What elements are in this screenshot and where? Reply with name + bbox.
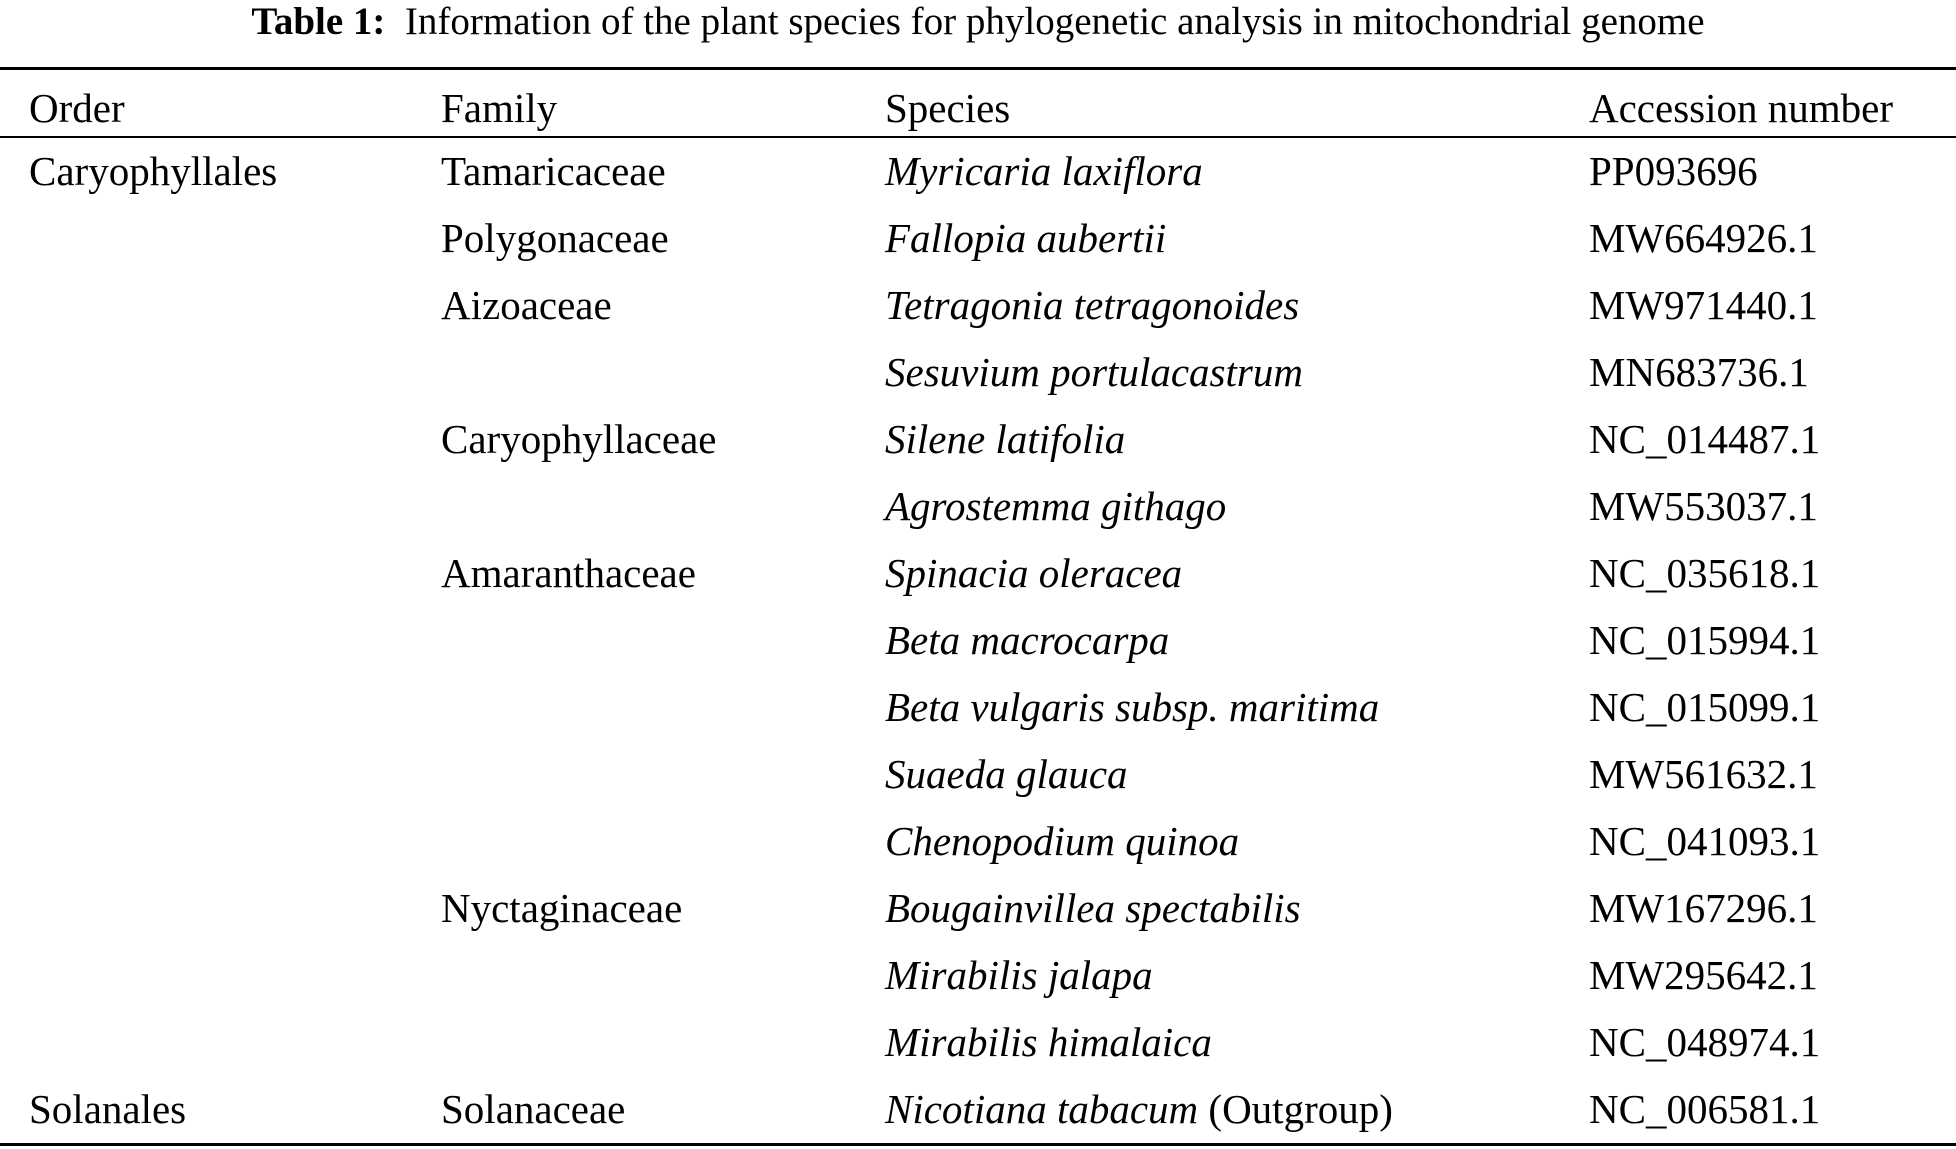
accession-cell: MW664926.1 — [1589, 215, 1818, 261]
species-cell — [885, 679, 1379, 735]
accession-cell: MW561632.1 — [1589, 751, 1818, 797]
table-header-rule — [0, 136, 1956, 138]
table-row — [0, 612, 1956, 679]
species-cell — [885, 1081, 1393, 1137]
species-name: Myricaria laxiflora — [885, 148, 1203, 194]
accession-cell: PP093696 — [1589, 148, 1758, 194]
table-row — [0, 880, 1956, 947]
species-name: Silene latifolia — [885, 416, 1126, 462]
table-row — [0, 411, 1956, 478]
species-cell — [885, 277, 1299, 333]
species-name: Tetragonia tetragonoides — [885, 282, 1300, 328]
species-name: Mirabilis himalaica — [885, 1019, 1212, 1065]
table-row — [0, 478, 1956, 545]
accession-cell: MW553037.1 — [1589, 483, 1818, 529]
header-order: Order — [29, 85, 125, 131]
species-cell — [885, 478, 1226, 534]
table-row — [0, 277, 1956, 344]
table-row — [0, 1081, 1956, 1148]
family-cell: Solanaceae — [441, 1086, 626, 1132]
species-cell — [885, 947, 1153, 1003]
family-cell: Tamaricaceae — [441, 148, 666, 194]
species-cell — [885, 545, 1182, 601]
accession-cell: MW971440.1 — [1589, 282, 1818, 328]
species-cell — [885, 344, 1303, 400]
species-name: Suaeda glauca — [885, 751, 1128, 797]
table-row — [0, 746, 1956, 813]
species-name: Mirabilis jalapa — [885, 952, 1153, 998]
species-cell — [885, 210, 1166, 266]
table-body — [0, 143, 1956, 1148]
table-row — [0, 210, 1956, 277]
species-name: Nicotiana tabacum — [885, 1086, 1199, 1132]
header-accession-number: Accession number — [1589, 85, 1893, 131]
accession-cell: NC_041093.1 — [1589, 818, 1821, 864]
table-row — [0, 947, 1956, 1014]
table-top-rule — [0, 67, 1956, 70]
order-cell: Caryophyllales — [29, 148, 278, 194]
accession-cell: NC_015099.1 — [1589, 684, 1821, 730]
species-cell — [885, 411, 1125, 467]
table-caption — [0, 0, 1956, 46]
species-cell — [885, 880, 1301, 936]
table-row — [0, 545, 1956, 612]
accession-cell: MN683736.1 — [1589, 349, 1809, 395]
table-row — [0, 813, 1956, 880]
species-name: Beta vulgaris subsp. maritima — [885, 684, 1380, 730]
table-row — [0, 344, 1956, 411]
accession-cell: NC_014487.1 — [1589, 416, 1821, 462]
species-name: Chenopodium quinoa — [885, 818, 1240, 864]
family-cell: Aizoaceae — [441, 282, 612, 328]
species-name: Sesuvium portulacastrum — [885, 349, 1303, 395]
table-bottom-rule — [0, 1143, 1956, 1146]
family-cell: Nyctaginaceae — [441, 885, 683, 931]
family-cell: Caryophyllaceae — [441, 416, 717, 462]
accession-cell: MW167296.1 — [1589, 885, 1818, 931]
species-cell — [885, 612, 1169, 668]
accession-cell: NC_048974.1 — [1589, 1019, 1821, 1065]
species-cell — [885, 813, 1239, 869]
accession-cell: NC_035618.1 — [1589, 550, 1821, 596]
accession-cell: NC_015994.1 — [1589, 617, 1821, 663]
table-row — [0, 679, 1956, 746]
table-row — [0, 143, 1956, 210]
table-caption-text: Information of the plant species for phylogenetic analysis in mitochondrial genome — [404, 0, 1705, 43]
species-name: Agrostemma githago — [885, 483, 1227, 529]
accession-cell: NC_006581.1 — [1589, 1086, 1821, 1132]
table-row — [0, 1014, 1956, 1081]
species-cell — [885, 143, 1203, 199]
accession-cell: MW295642.1 — [1589, 952, 1818, 998]
species-name: Beta macrocarpa — [885, 617, 1170, 663]
species-cell — [885, 746, 1128, 802]
header-family: Family — [441, 85, 558, 131]
species-name: Spinacia oleracea — [885, 550, 1183, 596]
table-caption-label: Table 1: — [251, 0, 386, 43]
table-header-row — [0, 80, 1956, 136]
species-cell — [885, 1014, 1212, 1070]
species-name: Bougainvillea spectabilis — [885, 885, 1301, 931]
family-cell: Amaranthaceae — [441, 550, 696, 596]
family-cell: Polygonaceae — [441, 215, 669, 261]
header-species: Species — [885, 85, 1011, 131]
species-note: (Outgroup) — [1208, 1086, 1393, 1132]
order-cell: Solanales — [29, 1086, 187, 1132]
species-name: Fallopia aubertii — [885, 215, 1167, 261]
